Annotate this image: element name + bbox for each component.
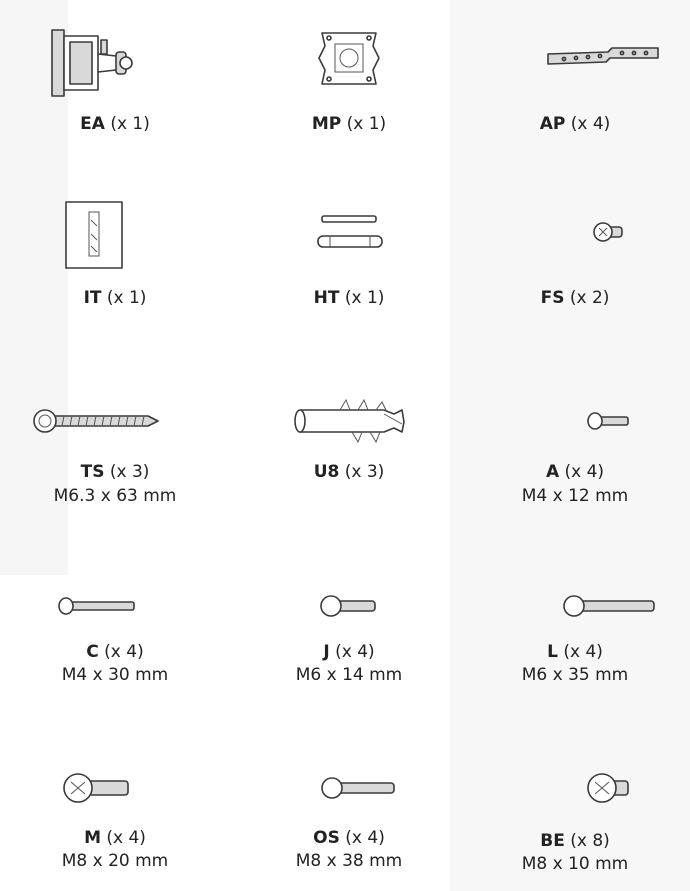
screw-l-icon [460,562,690,652]
part-label: OS (x 4) [313,828,385,848]
wall-plug-icon [234,378,464,468]
part-label: BE (x 8) [540,831,610,851]
part-label: EA (x 1) [80,114,150,134]
part-label: TS (x 3) [80,462,150,482]
part-spec: M8 x 38 mm [295,851,403,871]
part-label: FS (x 2) [540,288,610,308]
part-spec: M6.3 x 63 mm [53,486,177,506]
screw-j-icon [234,562,464,652]
arm-plate-icon [460,18,690,108]
screw-be-icon [460,740,690,830]
screw-m-icon [0,740,230,830]
fixing-screw-icon [460,190,690,280]
screw-a-icon [460,378,690,468]
wall-bracket-icon [0,18,230,108]
part-spec: M4 x 12 mm [521,486,629,506]
part-label: IT (x 1) [83,288,147,308]
installation-template-icon [0,190,230,280]
part-label: HT (x 1) [313,288,385,308]
part-spec: M6 x 35 mm [521,665,629,685]
part-label: AP (x 4) [539,114,611,134]
screw-c-icon [0,562,230,652]
part-label: A (x 4) [545,462,605,482]
part-label: L (x 4) [547,642,603,662]
part-label: C (x 4) [86,642,144,662]
part-label: M (x 4) [84,828,146,848]
part-label: U8 (x 3) [313,462,385,482]
mounting-plate-icon [234,18,464,108]
screw-os-icon [234,740,464,830]
hex-tool-icon [234,190,464,280]
part-spec: M8 x 10 mm [521,854,629,874]
part-spec: M8 x 20 mm [61,851,169,871]
part-spec: M4 x 30 mm [61,665,169,685]
wood-screw-icon [0,378,230,468]
part-label: MP (x 1) [311,114,387,134]
part-label: J (x 4) [323,642,375,662]
part-spec: M6 x 14 mm [295,665,403,685]
